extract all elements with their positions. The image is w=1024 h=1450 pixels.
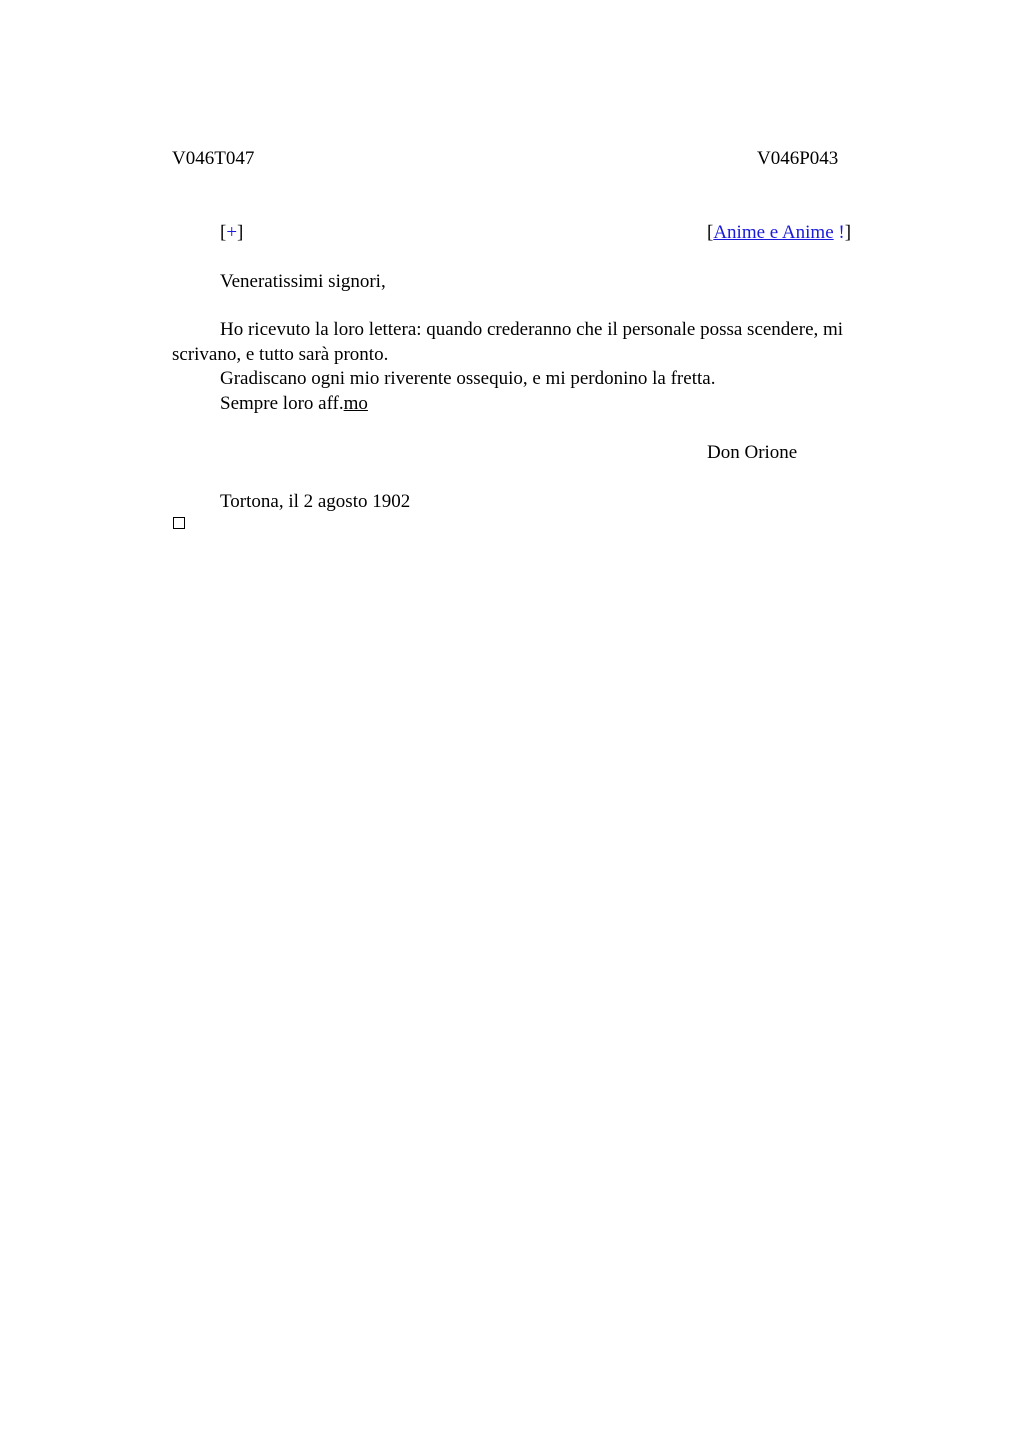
link-bracket-open: [ (707, 222, 714, 243)
closing-text: Sempre loro aff. (220, 392, 344, 414)
letter-salutation: Veneratissimi signori, (220, 271, 386, 292)
letter-body (172, 318, 872, 416)
letter-paragraph: Gradiscano ogni mio riverente ossequio, e mi perdonino la fretta. (220, 368, 716, 389)
letter-paragraph: Ho ricevuto la loro lettera: quando crederanno che il personale possa scendere, mi scrivano, e tutto sarà pronto. (172, 319, 844, 365)
expand-button[interactable]: + (226, 222, 238, 243)
collection-link-suffix[interactable]: ! (833, 222, 845, 243)
collection-link[interactable]: Anime e Anime (713, 222, 834, 243)
volume-page-code: V046P043 (757, 148, 839, 169)
link-bracket-close: ] (844, 222, 852, 243)
square-outline-icon (173, 517, 185, 529)
letter-signature: Don Orione (707, 442, 798, 463)
letter-place-date: Tortona, il 2 agosto 1902 (220, 491, 411, 512)
expand-bracket-open: [ (220, 222, 227, 243)
expand-bracket-close: ] (237, 222, 244, 243)
expand-control (220, 221, 243, 245)
volume-text-code: V046T047 (172, 148, 255, 169)
collection-link-group (707, 221, 851, 245)
closing-abbreviation: mo (343, 392, 368, 414)
letter-closing (172, 392, 872, 417)
